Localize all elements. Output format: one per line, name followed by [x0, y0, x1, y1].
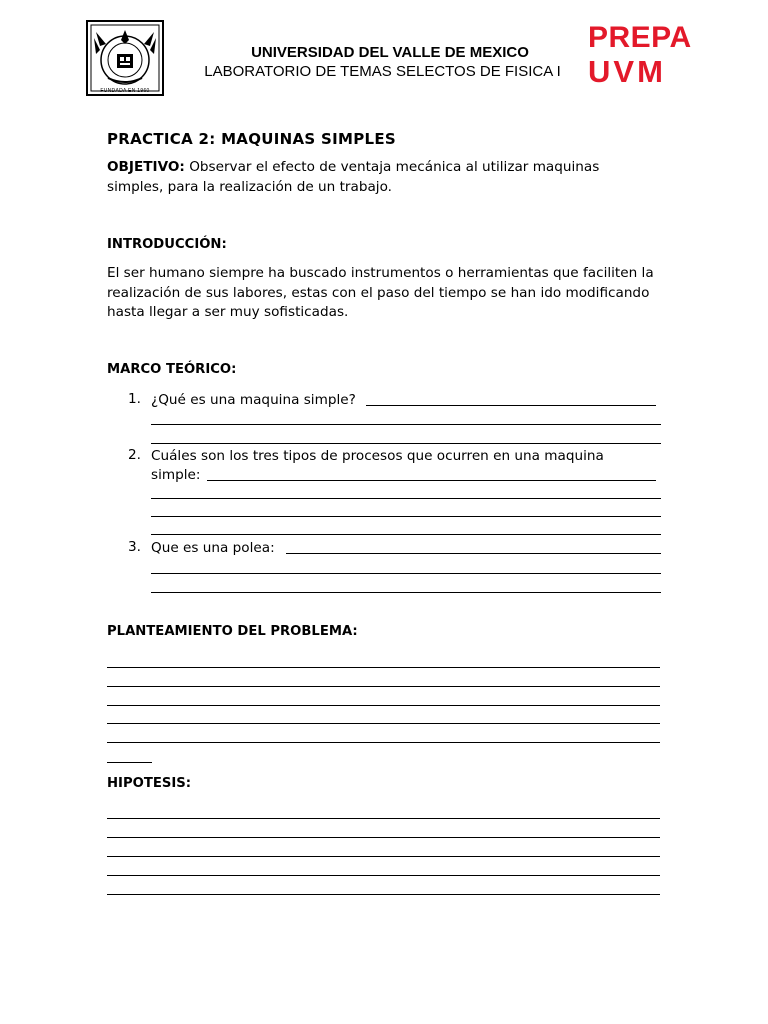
introduction-paragraph [107, 264, 667, 323]
brand-prepa: PREPA [588, 21, 692, 54]
answer-line[interactable] [286, 553, 661, 554]
question-1-number: 1. [128, 391, 141, 407]
university-seal-logo [86, 20, 164, 96]
seal-caption: FUNDADA EN 1960 [100, 88, 150, 94]
answer-line[interactable] [151, 573, 661, 574]
brand-uvm: UVM [588, 54, 666, 89]
introduction-line: El ser humano siempre ha buscado instrumentos o herramientas que faciliten la [107, 265, 654, 281]
answer-line[interactable] [151, 592, 661, 593]
answer-line[interactable] [107, 742, 660, 743]
answer-line[interactable] [151, 534, 661, 535]
laboratory-name: LABORATORIO DE TEMAS SELECTOS DE FISICA I [204, 63, 561, 80]
question-2-number: 2. [128, 447, 141, 463]
answer-line[interactable] [366, 405, 656, 406]
question-2-text-line2: simple: [151, 467, 201, 483]
objective-text-line2: simples, para la realización de un trabajo. [107, 178, 392, 195]
question-2-text-line1: Cuáles son los tres tipos de procesos que ocurren en una maquina [151, 448, 604, 464]
objective-text-line1: Observar el efecto de ventaja mecánica al utilizar maquinas [184, 159, 600, 175]
answer-line[interactable] [107, 837, 660, 838]
answer-line[interactable] [151, 498, 661, 499]
answer-line[interactable] [107, 818, 660, 819]
answer-line[interactable] [107, 723, 660, 724]
answer-line[interactable] [107, 894, 660, 895]
marco-teorico-heading: MARCO TEÓRICO: [107, 362, 237, 377]
answer-line[interactable] [151, 516, 661, 517]
introduction-heading: INTRODUCCIÓN: [107, 237, 227, 252]
introduction-line: hasta llegar a ser muy sofisticadas. [107, 304, 349, 320]
introduction-line: realización de sus labores, estas con el paso del tiempo se han ido modificando [107, 284, 650, 301]
question-3-text: Que es una polea: [151, 540, 275, 556]
objective-label: OBJETIVO: [107, 159, 185, 175]
answer-line[interactable] [107, 762, 152, 763]
answer-line[interactable] [151, 443, 661, 444]
practice-title: PRACTICA 2: MAQUINAS SIMPLES [107, 130, 397, 148]
answer-line[interactable] [107, 705, 660, 706]
answer-line[interactable] [107, 875, 660, 876]
objective-paragraph [107, 158, 667, 197]
university-name: UNIVERSIDAD DEL VALLE DE MEXICO [251, 44, 529, 61]
problem-heading: PLANTEAMIENTO DEL PROBLEMA: [107, 624, 358, 639]
answer-line[interactable] [151, 424, 661, 425]
answer-line[interactable] [207, 480, 656, 481]
hypothesis-heading: HIPOTESIS: [107, 776, 191, 791]
answer-line[interactable] [107, 686, 660, 687]
question-1-text: ¿Qué es una maquina simple? [151, 392, 356, 408]
question-3-number: 3. [128, 539, 141, 555]
prepa-uvm-logo [588, 21, 692, 89]
answer-line[interactable] [107, 856, 660, 857]
answer-line[interactable] [107, 667, 660, 668]
